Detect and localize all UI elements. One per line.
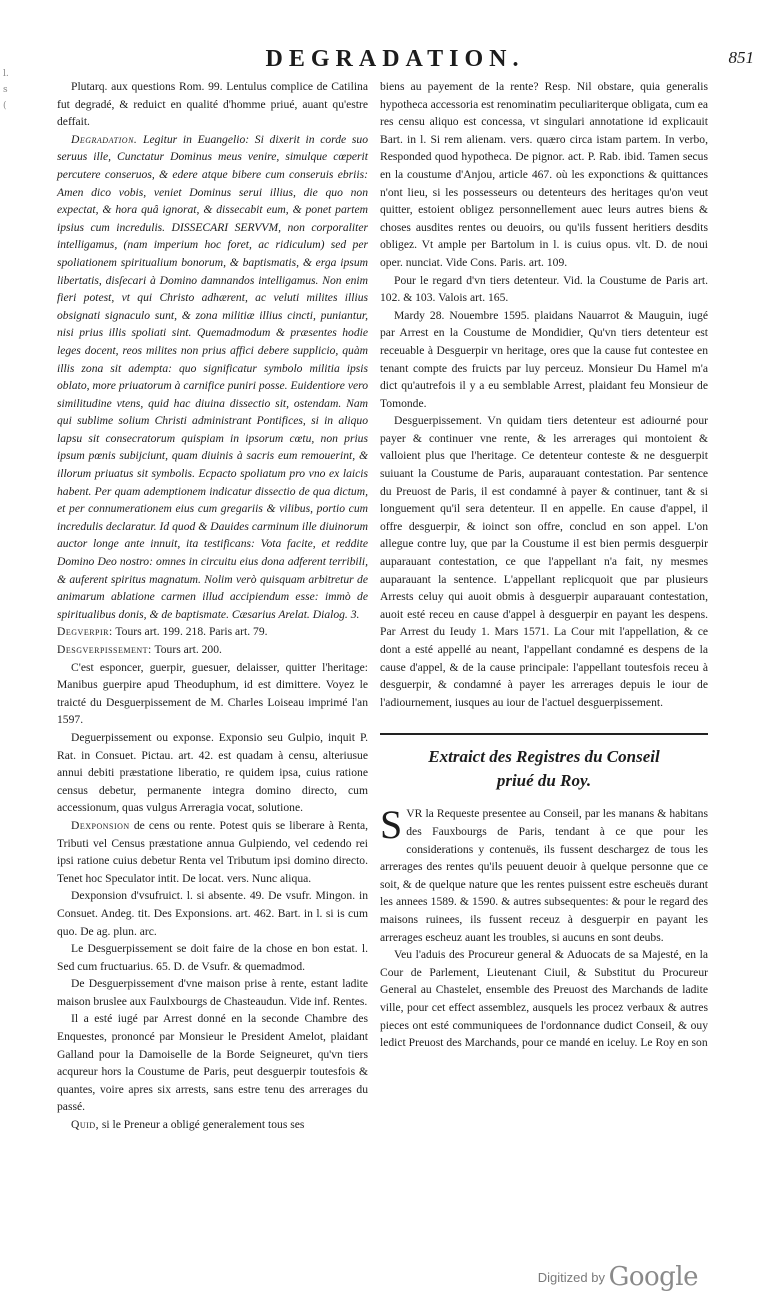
paragraph: biens au payement de la rente? Resp. Nil obstare, quia generalis hypotheca accessoria est renominatim peculiariterque obligata, cum ea res censu aliquo est concessa, vt singulari annotatione id explicauit Bart. in l. Si rem alienam. vers. quæro circa istam partem. In verbo, Responded quod hypotheca. De pignor. act. P. Rab. ibid. Tamen secus en la coustume d'Anjou, article 467. où les exponctions & quittances n'ont lieu, si les possesseurs ou detenteurs des heritages qu'on veut quitter, estoient obligez personnellement auec leurs autres biens & choses ausdites rentes ou deuoirs, ou qu'ils fussent heritiers desdits obligez. Vt ample per Bartolum in l. is cuius opus. vlt. D. de noui oper. nunciat. Vide Cons. Paris. art. 109. <box>380 80 708 269</box>
margin-marks <box>3 66 19 114</box>
extract-title <box>380 745 708 793</box>
paragraph: Desgverpissement: Tours art. 200. <box>57 643 222 656</box>
page-number: 851 <box>728 48 754 67</box>
extract-paragraph: SVR la Requeste presentee au Conseil, par les manans & habitans des Fauxbourgs de Paris, tendant à ce que pour les considerations y contenuës, ils fussent deschargez de tous les arrerages des rentes qu'ils peuuent deuoir à quelque personne que ce soit, & de quelque nature que les rentes puissent estre escheuës durant les annees 1589. & 1590. & autres subsequentes: & pour le regard des maisons ruinees, ils fussent receuz à desguerpir en payant les arrerages escheuz auant les troubles, si aucuns en sont deubs. <box>380 802 708 944</box>
paragraph: Il a esté iugé par Arrest donné en la seconde Chambre des Enquestes, prononcé par Monsieur le President Amelot, plaidant Galland pour la Damoiselle de la Borde Seigneuret, qu'vn tiers acqureur hors la Coustume de Paris, peut desguerpir toutesfois & quantes, voire apres six arrests, sans estre tenu des arrerages du passé. <box>57 1012 368 1114</box>
paragraph: Degverpir: Tours art. 199. 218. Paris art. 79. <box>57 625 268 639</box>
entry-head: Dexponsion <box>71 818 130 832</box>
entry-head: Degverpir: <box>57 625 113 639</box>
running-header-title: DEGRADATION. <box>265 46 525 72</box>
left-column <box>57 78 368 1132</box>
digitized-watermark <box>538 1262 698 1292</box>
right-column <box>380 78 708 1052</box>
paragraph: Mardy 28. Nouembre 1595. plaidans Nauarrot & Mauguin, iugé par Arrest en la Coustume de Mondidier, Qu'vn tiers detenteur est receuable à Desguerpir vn heritage, ores que la cause fut contestee en tenant compte des fruicts par luy perceuz. Monsieur Du Hamel m'a dict qu'autrefois il y a eu semblable Arrest, plaidant feu Monsieur de Tomonde. <box>380 308 708 410</box>
watermark-prefix: Digitized by <box>537 1270 605 1285</box>
paragraph: Dexponsion de cens ou rente. Potest quis se liberare à Renta, Tributi vel Census præstatione annua Gulpiendo, vel cedendo rei ipsi ratione cuius debetur Renta vel Tributum ipsi domino directo. Tenet hoc Speculator intit. De locat. vers. Nunc aliqua. <box>57 818 368 885</box>
paragraph: De Desguerpissement d'vne maison prise à rente, estant ladite maison bruslee aux Faulxbourgs de Chasteaudun. Vide inf. Rentes. <box>57 977 368 1008</box>
paragraph: C'est esponcer, guerpir, guesuer, delaisser, quitter l'heritage: Manibus guerpire apud Theoduphum, id est dimittere. Voyez le traicté du Desguerpissement de M. Charles Loiseau imprimé l'an 1597. <box>57 660 368 727</box>
section-divider <box>380 733 708 735</box>
paragraph: Le Desguerpissement se doit faire de la chose en bon estat. l. Sed cum fructuarius. 65. D. de Vsufr. & quemadmod. <box>57 942 368 973</box>
paragraph: Pour le regard d'vn tiers detenteur. Vid. la Coustume de Paris art. 102. & 103. Valois art. 165. <box>380 273 708 305</box>
margin-mark: ( <box>3 101 7 111</box>
paragraph: Desguerpissement. Vn quidam tiers detenteur est adiourné pour payer & continuer vne rente, & les arrerages qui montoient & valloient plus que l'heritage. Ce detenteur conteste & ne desguerpit suiuant la Coustume de Paris, auparauant contestation. Par sentence du Preuost de Paris, il est condamné à payer & continuer, tant & si longuement qu'il sera detenteur. Il en appelle. En cause d'appel, il offre desguerpir, & ioinct son offre, conclud en son appel. L'on allegue contre luy, que par la Coustume il est bien permis desguerpir auparauant contestation, ce que l'appellant n'a fait, ny mesmes auparauant la sentence. L'appellant replicquoit que par plusieurs Arrests celuy qui auoit obmis à desguerpir auparauant contestation, auoit esté receu en cause d'appel à desguerpir en payant les despens. Par Arrest du Ieudy 1. Mars 1571. La Cour mit l'appellation, & ce dont a esté appellé au neant, l'appellant condamné es despens de la cause d'appel, & de la cause principale: l'appellant toutesfois receu à desguerpir, & condamné à payer les arrerages depuis le iour de l'adiournement, iusques au iour de l'actuel desguerpissement. <box>380 414 708 709</box>
entry-head: Quid, <box>71 1118 99 1132</box>
paragraph: Deguerpissement ou exponse. Exponsio seu Gulpio, inquit P. Rat. in Consuet. Pictau. art. 42. est quadam à censu, alteriusue annui debiti præstatione liberatio, re quidem ipsa, cuius ratione census debetur, permanente integra domino directo, cum accessionum, quas vulgus Arreragia vocat, solutione. <box>57 730 368 815</box>
entry-head: Desgverpissement: <box>57 643 152 656</box>
paragraph: Quid, si le Preneur a obligé generalement tous ses <box>71 1118 305 1132</box>
drop-cap: S <box>380 802 403 848</box>
margin-mark: l. <box>3 69 9 79</box>
extract-title-line: priué du Roy. <box>496 771 592 791</box>
entry-head: Degradation. <box>71 132 138 146</box>
watermark-brand: Google <box>608 1262 698 1292</box>
paragraph: Dexponsion d'vsufruict. l. si absente. 49. De vsufr. Mingon. in Consuet. Andeg. tit. Des Exponsions. art. 462. Bart. in l. si is cum quo. De ag. plun. arc. <box>57 889 368 938</box>
paragraph-latin: Degradation. Legitur in Euangelio: Si dixerit in corde suo seruus ille, Cunctatur Dominus meus venire, simulque cœperit percutere conseruos, & edere atque bibere cum conseruis ebriis: Amen dico vobis, veniet Dominus serui illius, die quo non expectat, & hora quâ ignorat, & dissecabit eum, & ponet partem ipsius cum incredulis. DISSECARI SERVVM, non corporaliter intelligamus, (nam imperium hoc foret, ac ridiculum) sed per spoliationem spiritualium bonorum, & baptismatis, & erga ipsum libertatis, disſecari à Domino damnandos intelligamus. Non enim fieri potest, vt qui Christo adhærent, ac veluti milites illius obsignati signaculo sunt, & zona militiæ illius cincti, puniantur, nisi prius illis spoliati sint. Quemadmodum & præsentes hodie leges docent, reos milites non prius affici debere supplicio, quàm illis zona sit adempta: quo significatur symbolo militia ipsis oblato, more priuatorum à carnifice puniri posse. Euidentiore vero similitudine vtens, quid hac diuina dissectio sit, ostendam. Nam qui sublime solium Christi administrant Pontifices, si in aliquo lapsu sit consecratorum quispiam in ipsorum cœtu, non prius ipsum pœnis subijciunt, quam diuinis à sacris eum remouerint, & illorum priuatus sit symbolis. Ecpacto spoliatum pro vno ex laicis habent. Per quam ademptionem indicatur dissectio de qua dictum, et per connumerationem eius cum gregariis & vilibus, portio cum incredulis declaratur. Id quod & Dauides carminum ille diuinorum auctor longe ante innuit, ita testificans: Vota facite, et reddite Domino Deo nostro: omnes in circuitu eius dona adferent terribili, & auferent spiritus magnatum. Nolim verò quisquam arbitretur de animarum ablatione carmen illud accipiendum esse: immò de spiritualibus donis, & de baptismate. Cæsarius Arelat. Dialog. 3. <box>57 132 368 621</box>
paragraph: Plutarq. aux questions Rom. 99. Lentulus complice de Catilina fut degradé, & reduict en qualité d'homme priué, auant qu'estre deffait. <box>57 80 368 129</box>
extract-paragraph: Veu l'aduis des Procureur general & Aduocats de sa Majesté, en la Cour de Parlement, Lieutenant Ciuil, & Substitut du Procureur General au Chastelet, ensemble des Preuost des Marchands de ladite ville, pour cet effect assemblez, ausquels les procez verbaux & autres pieces ont esté communiquees de l'ordonnance dudict Conseil, & ouy ledict Preuost des Marchands, pour ce mandé en iceluy. Le Roy en son <box>380 948 708 1050</box>
extract-title-line: Extraict des Registres du Conseil <box>428 747 660 767</box>
margin-mark: s <box>3 85 8 95</box>
